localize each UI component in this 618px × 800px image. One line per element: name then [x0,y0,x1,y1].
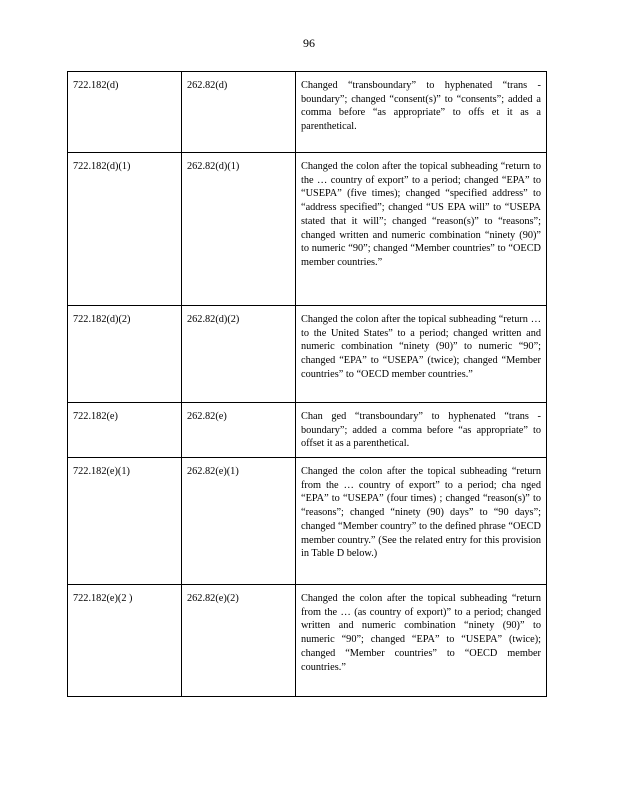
new-section-cell: 262.82(e) [182,403,296,458]
table-row [68,72,547,153]
old-section-cell: 722.182(d)(1) [68,153,182,306]
new-section-cell: 262.82(e)(2) [182,585,296,697]
change-description-cell: Changed “transboundary” to hyphenated “trans - boundary”; changed “consent(s)” to “consents”; added a comma before “as appropriate” to offs et it as a parenthetical. [296,72,547,153]
table-row [68,585,547,697]
table-row [68,306,547,403]
correlation-table [67,71,547,697]
table-row [68,403,547,458]
new-section-cell: 262.82(d)(1) [182,153,296,306]
new-section-cell: 262.82(d)(2) [182,306,296,403]
change-description-cell: Changed the colon after the topical subheading “return … to the United States” to a period; changed written and numeric combination “ninety (90)” to numeric “90”; changed “EPA” to “USEPA” (twice); changed “Member countries” to “OECD member countries.” [296,306,547,403]
old-section-cell: 722.182(d)(2) [68,306,182,403]
new-section-cell: 262.82(d) [182,72,296,153]
page-number: 96 [303,36,315,50]
old-section-cell: 722.182(e)(1) [68,458,182,585]
table-row [68,458,547,585]
old-section-cell: 722.182(e) [68,403,182,458]
change-description-cell: Chan ged “transboundary” to hyphenated “trans - boundary”; added a comma before “as appropriate” to offset it as a parenthetical. [296,403,547,458]
table-row [68,153,547,306]
change-description-cell: Changed the colon after the topical subheading “return from the … (as country of export)” to a period; changed written and numeric combination “ninety (90)” to numeric “90”; changed “EPA” to “USEPA” (twice); changed “Member countries” to “OECD member countries.” [296,585,547,697]
new-section-cell: 262.82(e)(1) [182,458,296,585]
old-section-cell: 722.182(d) [68,72,182,153]
change-description-cell: Changed the colon after the topical subheading “return from the … country of export” to a period; cha nged “EPA” to “USEPA” (four times) ; changed “reason(s)” to “reasons”; changed “ninety (90) days” to “90 days”; changed “Member country” to the defined phrase “OECD member country.” (See the related entry for this provision in Table D below.) [296,458,547,585]
change-description-cell: Changed the colon after the topical subheading “return to the … country of export” to a period; changed “EPA” to “USEPA” (five times); changed “specified address” to “address specified”; changed “US EPA will” to “USEPA stated that it will”; changed “reason(s)” to “reasons”; changed written and numeric combination “ninety (90)” to numeric “90”; changed “Member countries” to “OECD member countries.” [296,153,547,306]
old-section-cell: 722.182(e)(2 ) [68,585,182,697]
